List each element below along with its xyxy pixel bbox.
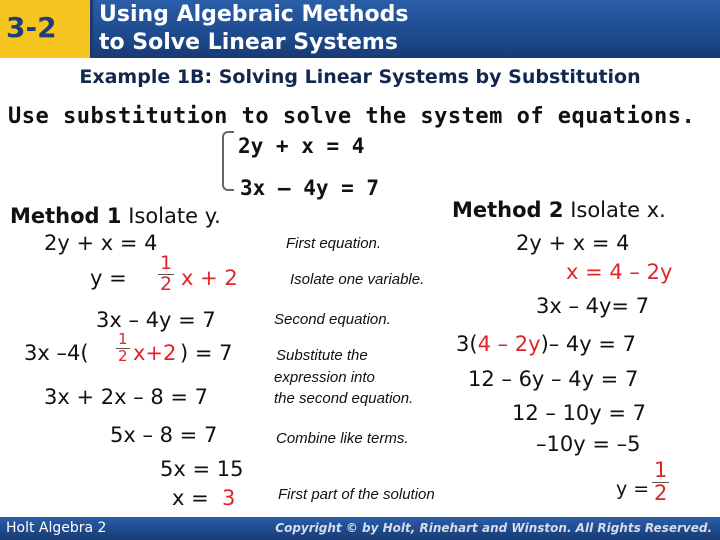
m2-line8-fraction — [652, 460, 669, 504]
note-first-equation: First equation. — [286, 235, 382, 252]
m2-line4-sub: 4 – 2y — [477, 332, 541, 356]
m2-line3: 3x – 4y= 7 — [536, 294, 650, 318]
m2-line4-close: )– 4y = 7 — [540, 332, 637, 356]
lesson-number: 3-2 — [6, 11, 57, 44]
footer-bar — [0, 517, 720, 540]
m2-line1: 2y + x = 4 — [516, 231, 630, 255]
m1-line4-fraction — [116, 332, 130, 364]
method1-title — [10, 204, 221, 228]
m1-line8-lhs: x = — [172, 486, 209, 510]
lesson-title-line1: Using Algebraic Methods — [99, 2, 409, 27]
fraction-denominator: 2 — [160, 273, 173, 295]
note-substitute-3: the second equation. — [274, 390, 414, 407]
example-title: Example 1B: Solving Linear Systems by Substitution — [79, 66, 641, 88]
fraction-denominator: 2 — [654, 481, 668, 505]
method2-desc: Isolate x. — [563, 198, 666, 222]
m1-line8-value: 3 — [222, 486, 236, 510]
lesson-badge — [0, 0, 93, 58]
lesson-title-line2: to Solve Linear Systems — [99, 30, 398, 55]
m1-line5: 3x + 2x – 8 = 7 — [44, 385, 209, 409]
note-substitute-1: Substitute the — [276, 347, 368, 364]
system-eq2: 3x – 4y = 7 — [240, 176, 380, 200]
m2-line6: 12 – 10y = 7 — [512, 401, 647, 425]
m2-line5: 12 – 6y – 4y = 7 — [468, 367, 639, 391]
fraction-numerator: 1 — [654, 458, 668, 482]
note-combine: Combine like terms. — [276, 430, 409, 447]
method1-desc: Isolate y. — [121, 204, 221, 228]
header-bar — [0, 0, 720, 58]
note-second-equation: Second equation. — [274, 311, 391, 328]
fraction-numerator: 1 — [160, 252, 173, 274]
note-substitute-2: expression into — [274, 369, 375, 386]
m1-line2-lhs: y = — [90, 266, 127, 290]
footer-copyright: Copyright © by Holt, Rinehart and Winston. All Rights Reserved. — [275, 521, 712, 535]
system-brace — [222, 131, 234, 191]
fraction-denominator: 2 — [118, 347, 128, 365]
m2-line4-open: 3( — [456, 332, 478, 356]
m1-line6: 5x – 8 = 7 — [110, 423, 218, 447]
note-first-part: First part of the solution — [278, 486, 435, 503]
footer-book-title: Holt Algebra 2 — [6, 520, 107, 536]
method2-label: Method 2 — [452, 198, 564, 222]
fraction-numerator: 1 — [118, 330, 128, 348]
note-isolate: Isolate one variable. — [290, 271, 425, 288]
m1-line3: 3x – 4y = 7 — [96, 308, 216, 332]
m2-line2: x = 4 – 2y — [566, 260, 673, 284]
system-eq1: 2y + x = 4 — [238, 134, 365, 158]
m1-line4-rhs: ) = 7 — [180, 341, 233, 365]
m1-line2-fraction — [158, 254, 174, 294]
method1-label: Method 1 — [10, 204, 122, 228]
m1-line7: 5x = 15 — [160, 457, 244, 481]
m1-line4-mid: x+2 — [133, 341, 177, 365]
instruction: Use substitution to solve the system of equations. — [8, 104, 696, 129]
m1-line4-lhs: 3x –4( — [24, 341, 89, 365]
m2-line4 — [456, 332, 636, 356]
method2-title — [452, 198, 666, 222]
m1-line1: 2y + x = 4 — [44, 231, 158, 255]
m2-line7: –10y = –5 — [536, 432, 641, 456]
m2-line8-lhs: y = — [616, 478, 650, 500]
m1-line2-rhs: x + 2 — [181, 266, 238, 290]
